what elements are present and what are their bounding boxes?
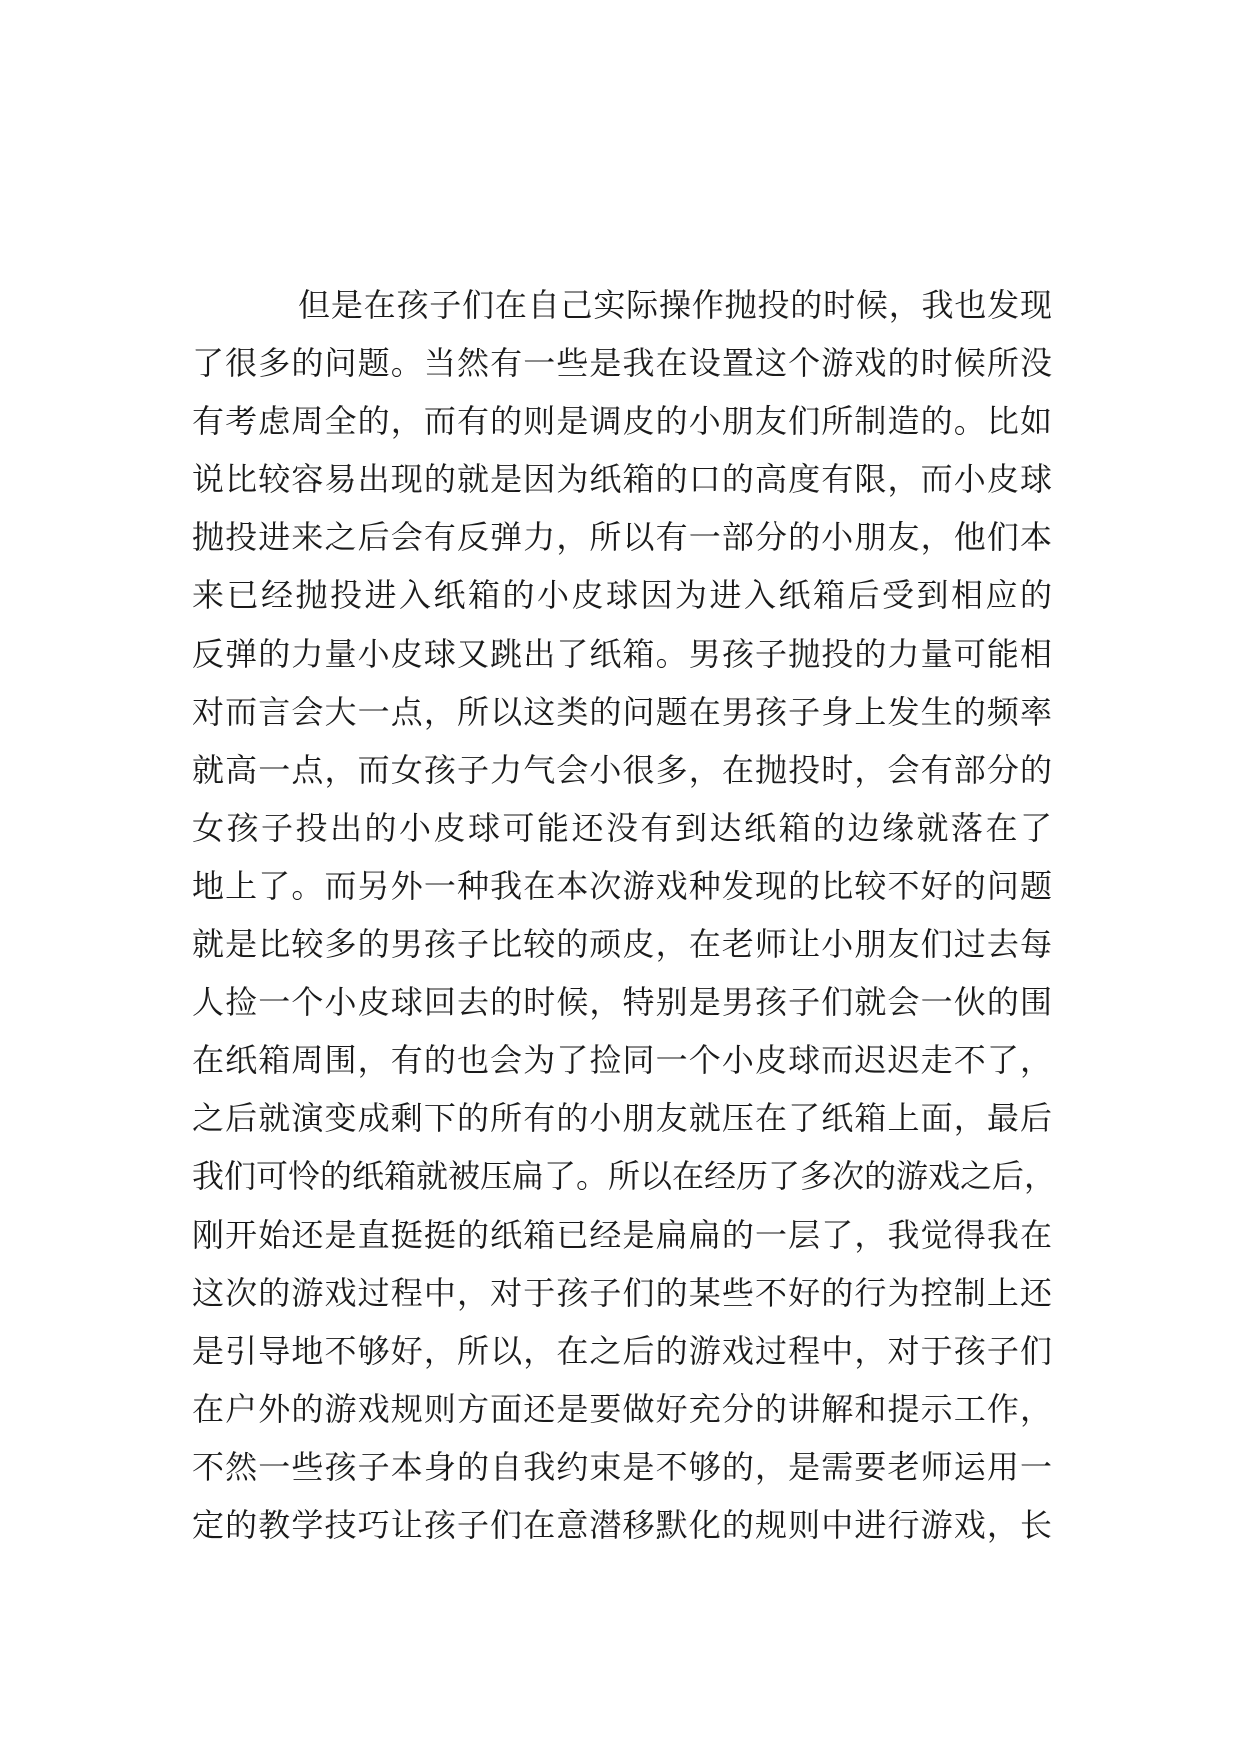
paragraph-line: 刚开始还是直挺挺的纸箱已经是扁扁的一层了，我觉得我在 (192, 1215, 1052, 1254)
paragraph-line: 在纸箱周围，有的也会为了捡同一个小皮球而迟迟走不了， (192, 1041, 1052, 1080)
paragraph-line: 但是在孩子们在自己实际操作抛投的时候，我也发现 (298, 286, 1052, 324)
paragraph-line: 就是比较多的男孩子比较的顽皮，在老师让小朋友们过去每 (192, 925, 1052, 964)
paragraph-line: 说比较容易出现的就是因为纸箱的口的高度有限，而小皮球 (192, 460, 1052, 499)
paragraph-line: 之后就演变成剩下的所有的小朋友就压在了纸箱上面，最后 (192, 1099, 1052, 1138)
paragraph-line: 地上了。而另外一种我在本次游戏种发现的比较不好的问题 (192, 866, 1052, 905)
paragraph-line: 人捡一个小皮球回去的时候，特别是男孩子们就会一伙的围 (192, 983, 1052, 1022)
paragraph-line: 了很多的问题。当然有一些是我在设置这个游戏的时候所没 (192, 344, 1052, 383)
paragraph-line: 在户外的游戏规则方面还是要做好充分的讲解和提示工作， (192, 1389, 1052, 1428)
paragraph-line: 来已经抛投进入纸箱的小皮球因为进入纸箱后受到相应的 (192, 576, 1052, 615)
paragraph-line: 我们可怜的纸箱就被压扁了。所以在经历了多次的游戏之后， (192, 1157, 1057, 1196)
paragraph-line: 不然一些孩子本身的自我约束是不够的，是需要老师运用一 (192, 1447, 1052, 1486)
paragraph-line: 女孩子投出的小皮球可能还没有到达纸箱的边缘就落在了 (192, 808, 1052, 847)
paragraph (192, 276, 1057, 1554)
paragraph-line: 就高一点，而女孩子力气会小很多，在抛投时，会有部分的 (192, 750, 1052, 789)
paragraph-line: 是引导地不够好，所以，在之后的游戏过程中，对于孩子们 (192, 1331, 1052, 1370)
paragraph-line: 这次的游戏过程中，对于孩子们的某些不好的行为控制上还 (192, 1273, 1052, 1312)
paragraph-line: 对而言会大一点，所以这类的问题在男孩子身上发生的频率 (192, 692, 1052, 731)
paragraph-line: 有考虑周全的，而有的则是调皮的小朋友们所制造的。比如 (192, 402, 1052, 441)
paragraph-line: 抛投进来之后会有反弹力，所以有一部分的小朋友，他们本 (192, 518, 1052, 557)
paragraph-line: 反弹的力量小皮球又跳出了纸箱。男孩子抛投的力量可能相 (192, 634, 1052, 673)
paragraph-line: 定的教学技巧让孩子们在意潜移默化的规则中进行游戏，长 (192, 1505, 1052, 1544)
